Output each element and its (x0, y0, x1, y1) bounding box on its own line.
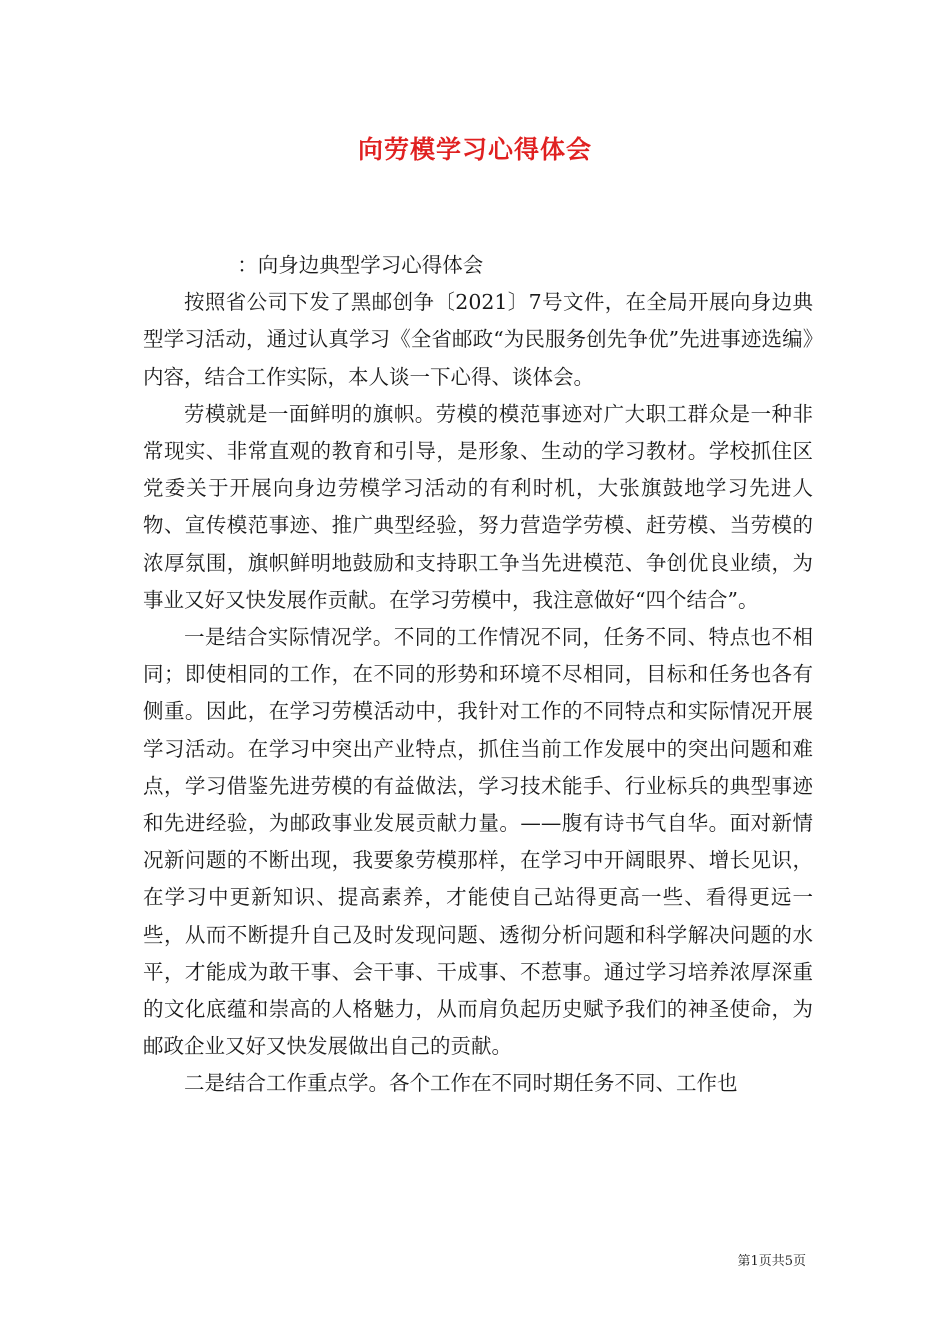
paragraph-point-one: 一是结合实际情况学。不同的工作情况不同，任务不同、特点也不相同；即使相同的工作，在不同的形势和环境不尽相同，目标和任务也各有侧重。因此，在学习劳模活动中，我针对工作的不同特点和实际情况开展学习活动。在学习中突出产业特点，抓住当前工作发展中的突出问题和难点，学习借鉴先进劳模的有益做法，学习技术能手、行业标兵的典型事迹和先进经验，为邮政事业发展贡献力量。——腹有诗书气自华。面对新情况新问题的不断出现，我要象劳模那样，在学习中开阔眼界、增长见识，在学习中更新知识、提高素养，才能使自己站得更高一些、看得更远一些，从而不断提升自己及时发现问题、透彻分析问题和科学解决问题的水平，才能成为敢干事、会干事、干成事、不惹事。通过学习培养浓厚深重的文化底蕴和崇高的人格魅力，从而肩负起历史赋予我们的神圣使命，为邮政企业又好又快发展做出自己的贡献。 (143, 625, 813, 1059)
paragraph-model-flag: 劳模就是一面鲜明的旗帜。劳模的模范事迹对广大职工群众是一种非常现实、非常直观的教育和引导，是形象、生动的学习教材。学校抓住区党委关于开展向身边劳模学习活动的有利时机，大张旗鼓地学习先进人物、宣传模范事迹、推广典型经验，努力营造学劳模、赶劳模、当劳模的浓厚氛围，旗帜鲜明地鼓励和支持职工争当先进模范、争创优良业绩，为事业又好又快发展作贡献。在学习劳模中，我注意做好“四个结合”。 (143, 401, 813, 612)
document-body (143, 247, 813, 1103)
page-number: 第1页共5页 (737, 1254, 806, 1269)
document-subtitle: ：向身边典型学习心得体会 (237, 253, 484, 277)
page-title: 向劳模学习心得体会 (357, 135, 592, 164)
paragraph-intro: 按照省公司下发了黑邮创争〔2021〕7号文件，在全局开展向身边典型学习活动，通过认真学习《全省邮政“为民服务创先争优”先进事迹选编》内容，结合工作实际，本人谈一下心得、谈体会。 (143, 290, 813, 389)
paragraph-point-two: 二是结合工作重点学。各个工作在不同时期任务不同、工作也 (184, 1071, 738, 1096)
